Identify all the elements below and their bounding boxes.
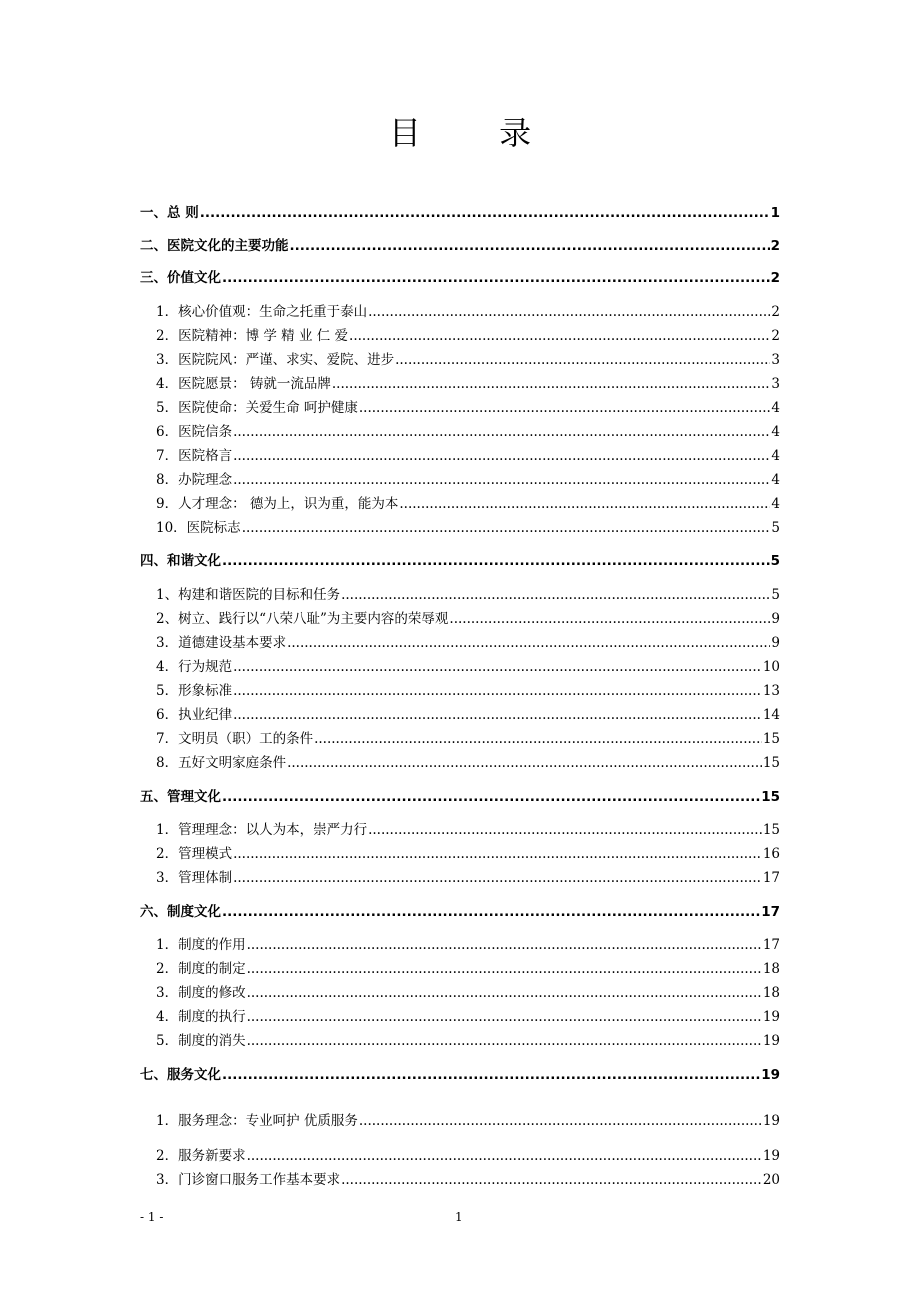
toc-dot-leader <box>222 902 760 922</box>
toc-subentry[interactable] <box>156 1007 780 1027</box>
toc-entry-label: 1、构建和谐医院的目标和任务 <box>156 587 341 603</box>
toc-page-number: 3 <box>771 376 780 392</box>
toc-dot-leader <box>247 1031 762 1051</box>
toc-entry-label: 6．医院信条 <box>156 424 233 440</box>
toc-dot-leader <box>247 959 762 979</box>
toc-subentry[interactable] <box>156 1111 780 1131</box>
toc-heading-entry[interactable] <box>140 236 780 256</box>
toc-page-number: 1 <box>770 205 780 221</box>
toc-entry-label: 2．服务新要求 <box>156 1148 246 1164</box>
toc-entry-label: 3．道德建设基本要求 <box>156 635 287 651</box>
toc-heading-entry[interactable] <box>140 902 780 922</box>
toc-entry-label: 2、树立、践行以“八荣八耻”为主要内容的荣辱观 <box>156 611 449 627</box>
toc-page-number: 2 <box>771 304 780 320</box>
toc-entry-label: 4．医院愿景： 铸就一流品牌 <box>156 376 331 392</box>
toc-dot-leader <box>368 302 770 322</box>
toc-page-number: 16 <box>762 846 780 862</box>
toc-subentry[interactable] <box>156 844 780 864</box>
toc-subentry[interactable] <box>156 398 780 418</box>
toc-subentry[interactable] <box>156 868 780 888</box>
toc-subentry[interactable] <box>156 609 780 629</box>
toc-dot-leader <box>222 1065 760 1085</box>
toc-entry-label: 六、制度文化 <box>140 904 221 920</box>
toc-page-number: 5 <box>771 587 780 603</box>
toc-entry-label: 3．制度的修改 <box>156 985 246 1001</box>
toc-dot-leader <box>222 551 770 571</box>
toc-dot-leader <box>233 705 762 725</box>
toc-page-number: 19 <box>761 1067 780 1083</box>
toc-entry-label: 1．管理理念：以人为本，崇严力行 <box>156 822 368 838</box>
toc-entry-label: 5．制度的消失 <box>156 1033 246 1049</box>
toc-subentry[interactable] <box>156 657 780 677</box>
toc-entry-label: 1．制度的作用 <box>156 937 246 953</box>
toc-page-number: 19 <box>762 1113 780 1129</box>
toc-page-number: 15 <box>761 789 780 805</box>
toc-subentry[interactable] <box>156 959 780 979</box>
toc-heading-entry[interactable] <box>140 203 780 223</box>
toc-entry-label: 1．服务理念：专业呵护 优质服务 <box>156 1113 358 1129</box>
toc-dot-leader <box>233 422 770 442</box>
toc-entry-label: 5．医院使命：关爱生命 呵护健康 <box>156 400 358 416</box>
toc-entry-label: 2．管理模式 <box>156 846 233 862</box>
toc-dot-leader <box>233 868 762 888</box>
toc-dot-leader <box>399 494 770 514</box>
toc-dot-leader <box>287 753 762 773</box>
toc-subentry[interactable] <box>156 470 780 490</box>
toc-heading-entry[interactable] <box>140 1065 780 1085</box>
toc-entry-label: 3．管理体制 <box>156 870 233 886</box>
toc-subentry[interactable] <box>156 350 780 370</box>
toc-page-number: 15 <box>762 822 780 838</box>
toc-dot-leader <box>233 657 762 677</box>
toc-entry-label: 6．执业纪律 <box>156 707 233 723</box>
toc-page-number: 15 <box>762 731 780 747</box>
toc-dot-leader <box>349 326 770 346</box>
toc-page-number: 19 <box>762 1148 780 1164</box>
toc-page-number: 20 <box>762 1172 780 1188</box>
toc-page-number: 18 <box>762 985 780 1001</box>
toc-entry-label: 4．制度的执行 <box>156 1009 246 1025</box>
toc-dot-leader <box>222 787 760 807</box>
toc-page-number: 13 <box>762 683 780 699</box>
toc-dot-leader <box>247 1007 762 1027</box>
toc-page-number: 4 <box>771 472 780 488</box>
toc-page-number: 5 <box>770 553 780 569</box>
toc-dot-leader <box>247 983 762 1003</box>
toc-page-number: 4 <box>771 424 780 440</box>
toc-entry-label: 9．人才理念： 德为上，识为重，能为本 <box>156 496 399 512</box>
toc-subentry[interactable] <box>156 935 780 955</box>
toc-entry-label: 7．医院格言 <box>156 448 233 464</box>
toc-page-number: 3 <box>771 352 780 368</box>
toc-dot-leader <box>290 236 770 256</box>
toc-entry-label: 7．文明员（职）工的条件 <box>156 731 314 747</box>
toc-page-number: 19 <box>762 1009 780 1025</box>
toc-subentry[interactable] <box>156 753 780 773</box>
toc-subentry[interactable] <box>156 494 780 514</box>
toc-dot-leader <box>395 350 770 370</box>
toc-page-number: 4 <box>771 400 780 416</box>
toc-dot-leader <box>314 729 762 749</box>
footer-page-number: - 1 - <box>140 1210 164 1224</box>
toc-heading-entry[interactable] <box>140 551 780 571</box>
toc-entry-label: 4．行为规范 <box>156 659 233 675</box>
toc-page-number: 9 <box>771 635 780 651</box>
toc-entry-label: 2．医院精神：博 学 精 业 仁 爱 <box>156 328 349 344</box>
toc-entry-label: 2．制度的制定 <box>156 961 246 977</box>
toc-subentry[interactable] <box>156 422 780 442</box>
toc-subentry[interactable] <box>156 983 780 1003</box>
toc-subentry[interactable] <box>156 302 780 322</box>
toc-dot-leader <box>287 633 770 653</box>
toc-dot-leader <box>233 681 762 701</box>
toc-subentry[interactable] <box>156 705 780 725</box>
toc-entry-label: 10．医院标志 <box>156 520 241 536</box>
toc-subentry[interactable] <box>156 1170 780 1190</box>
toc-entry-label: 5．形象标准 <box>156 683 233 699</box>
toc-entry-label: 二、医院文化的主要功能 <box>140 238 289 254</box>
toc-page-number: 15 <box>762 755 780 771</box>
toc-subentry[interactable] <box>156 1031 780 1051</box>
page-title: 目 录 <box>388 114 566 152</box>
toc-entry-label: 8．办院理念 <box>156 472 233 488</box>
footer-center-number: 1 <box>455 1210 463 1224</box>
toc-page-number: 17 <box>762 870 780 886</box>
toc-subentry[interactable] <box>156 326 780 346</box>
toc-subentry[interactable] <box>156 820 780 840</box>
toc-dot-leader <box>449 609 770 629</box>
toc-entry-label: 四、和谐文化 <box>140 553 221 569</box>
toc-subentry[interactable] <box>156 585 780 605</box>
toc-page-number: 14 <box>762 707 780 723</box>
toc-subentry[interactable] <box>156 446 780 466</box>
toc-entry-label: 8．五好文明家庭条件 <box>156 755 287 771</box>
toc-page-number: 2 <box>770 238 780 254</box>
toc-dot-leader <box>222 268 770 288</box>
toc-dot-leader <box>233 844 762 864</box>
toc-entry-label: 3．医院院风：严谨、求实、爱院、进步 <box>156 352 395 368</box>
toc-page-number: 17 <box>762 937 780 953</box>
toc-entry-label: 三、价值文化 <box>140 270 221 286</box>
toc-subentry[interactable] <box>156 633 780 653</box>
toc-dot-leader <box>359 1111 762 1131</box>
toc-dot-leader <box>368 820 762 840</box>
toc-dot-leader <box>247 935 762 955</box>
toc-page-number: 19 <box>762 1033 780 1049</box>
toc-page-number: 4 <box>771 448 780 464</box>
toc-page-number: 18 <box>762 961 780 977</box>
toc-heading-entry[interactable] <box>140 268 780 288</box>
toc-dot-leader <box>247 1146 762 1166</box>
toc-page-number: 17 <box>761 904 780 920</box>
toc-page-number: 2 <box>771 328 780 344</box>
toc-page-number: 10 <box>762 659 780 675</box>
toc-entry-label: 一、总 则 <box>140 205 199 221</box>
toc-subentry[interactable] <box>156 681 780 701</box>
toc-entry-label: 七、服务文化 <box>140 1067 221 1083</box>
toc-subentry[interactable] <box>156 1146 780 1166</box>
toc-page-number: 4 <box>771 496 780 512</box>
toc-subentry[interactable] <box>156 729 780 749</box>
toc-dot-leader <box>341 585 770 605</box>
toc-dot-leader <box>359 398 771 418</box>
toc-entry-label: 五、管理文化 <box>140 789 221 805</box>
toc-entry-label: 3．门诊窗口服务工作基本要求 <box>156 1172 341 1188</box>
toc-entry-label: 1．核心价值观：生命之托重于泰山 <box>156 304 368 320</box>
toc-dot-leader <box>242 518 771 538</box>
toc-page-number: 2 <box>770 270 780 286</box>
toc-page-number: 9 <box>771 611 780 627</box>
toc-page-number: 5 <box>771 520 780 536</box>
toc-dot-leader <box>200 203 770 223</box>
toc-dot-leader <box>233 446 770 466</box>
toc-dot-leader <box>341 1170 762 1190</box>
toc-subentry[interactable] <box>140 518 780 538</box>
toc-dot-leader <box>332 374 771 394</box>
toc-heading-entry[interactable] <box>140 787 780 807</box>
toc-dot-leader <box>233 470 770 490</box>
toc-subentry[interactable] <box>156 374 780 394</box>
